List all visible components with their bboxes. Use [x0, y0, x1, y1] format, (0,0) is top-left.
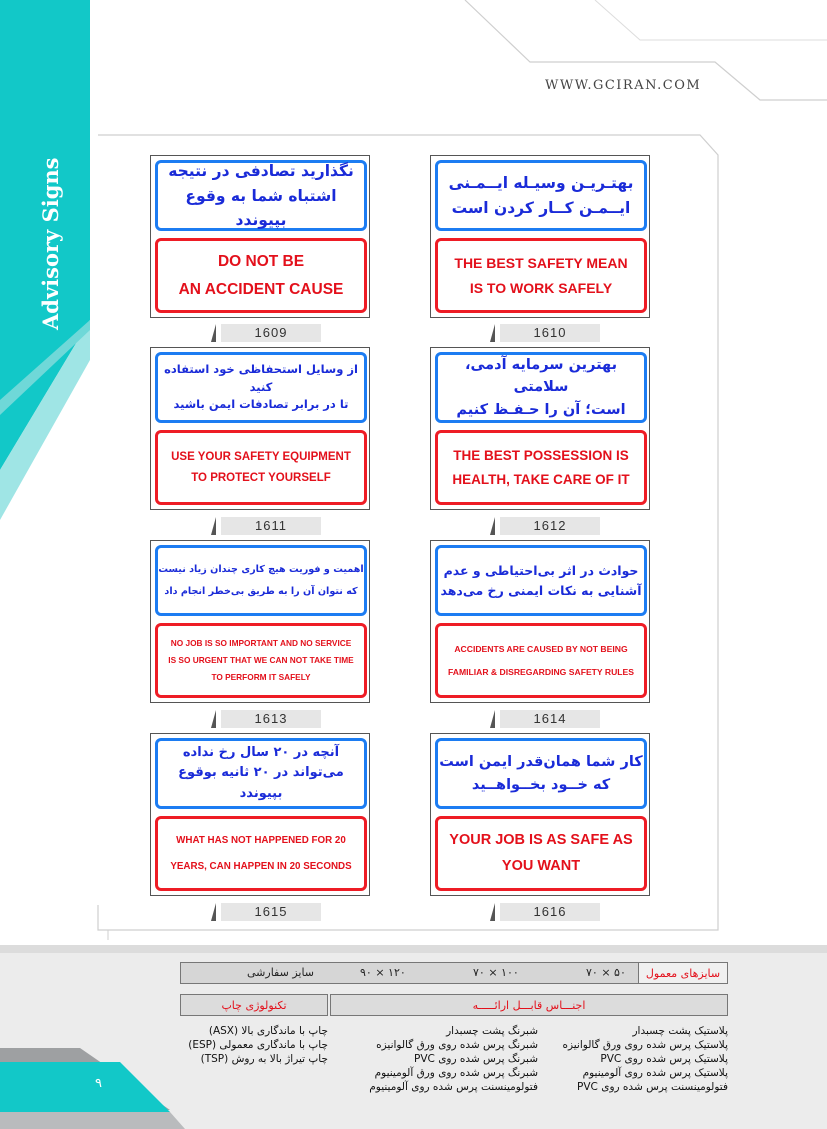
en-line: HEALTH, TAKE CARE OF IT: [452, 471, 630, 487]
tech-list: [180, 1024, 328, 1066]
tech-header: تکنولوژی چاپ: [180, 994, 328, 1016]
fa-line: اشتباه شما به وقوع بپیوندد: [185, 186, 337, 229]
sizes-label: سایزهای معمول: [638, 962, 728, 984]
sign-1613: [150, 540, 370, 703]
sign-1611: [150, 347, 370, 510]
sign-fa-text: [155, 160, 367, 231]
sign-1615: [150, 733, 370, 896]
sign-en-text: [435, 238, 647, 313]
en-line: ACCIDENTS ARE CAUSED BY NOT BEING: [454, 644, 628, 655]
en-line: AN ACCIDENT CAUSE: [178, 280, 344, 298]
list-item: فتولومینسنت پرس شده روی PVC: [577, 1081, 728, 1093]
sign-fa-text: [435, 160, 647, 231]
sign-code-1614: 1614: [500, 710, 600, 728]
fa-line: آنچه در ۲۰ سال رخ نداده: [182, 745, 340, 761]
sign-fa-text: [155, 352, 367, 423]
en-line: IS SO URGENT THAT WE CAN NOT TAKE TIME: [168, 655, 354, 665]
materials-list-reflective: [338, 1024, 538, 1094]
side-title: Advisory Signs: [38, 157, 63, 330]
en-line: THE BEST SAFETY MEAN: [454, 255, 628, 271]
sign-en-text: [435, 430, 647, 505]
fa-line: اهمیت و فوریت هیچ کاری چندان زیاد نیست: [158, 564, 364, 576]
en-line: DO NOT BE: [217, 253, 305, 271]
size-option-3: ۱۲۰ × ۹۰: [360, 966, 406, 979]
sign-1614: [430, 540, 650, 703]
list-item: پلاستیک پرس شده روی ورق گالوانیزه: [562, 1039, 728, 1051]
fa-line: می‌تواند در ۲۰ ثانیه بوقوع بپیوندد: [178, 765, 344, 801]
en-line: IS TO WORK SAFELY: [469, 279, 613, 296]
list-item: پلاستیک پشت چسبدار: [632, 1025, 728, 1037]
sign-en-text: [435, 623, 647, 698]
fa-line: از وسایل استحفاظی خود استفاده کنید: [164, 361, 358, 394]
website-url[interactable]: WWW.GCIRAN.COM: [545, 78, 702, 93]
size-option-2: ۱۰۰ × ۷۰: [473, 966, 519, 979]
sign-code-1616: 1616: [500, 903, 600, 921]
list-item: شبرنگ پشت چسبدار: [446, 1025, 538, 1037]
fa-line: تا در برابر تصادفات ایمن باشید: [173, 397, 349, 412]
en-line: NO JOB IS SO IMPORTANT AND NO SERVICE: [170, 638, 352, 648]
sign-1616: [430, 733, 650, 896]
list-item: چاپ با ماندگاری بالا (ASX): [208, 1025, 328, 1037]
sign-code-1611: 1611: [221, 517, 321, 535]
fa-line: ایــمـن کــار کردن است: [451, 198, 631, 217]
fa-line: است؛ آن را حـفـظ کنیم: [456, 401, 626, 418]
code-marker: [490, 903, 495, 921]
list-item: چاپ تیراژ بالا به روش (TSP): [200, 1053, 328, 1065]
code-marker: [211, 903, 216, 921]
list-item: شبرنگ پرس شده روی ورق گالوانیزه: [376, 1039, 538, 1051]
sign-fa-text: [435, 352, 647, 423]
materials-list-plastic: [548, 1024, 728, 1094]
en-line: YEARS, CAN HAPPEN IN 20 SECONDS: [170, 860, 352, 872]
en-line: YOU WANT: [501, 857, 581, 874]
fa-line: که نتوان آن را به طریق بی‌خطر انجام داد: [164, 585, 358, 597]
fa-line: بهتـریـن وسیـله ایــمـنی: [448, 174, 634, 193]
code-marker: [490, 710, 495, 728]
fa-line: کار شما همان‌قدر ایمن است: [439, 754, 643, 771]
en-line: FAMILIAR & DISREGARDING SAFETY RULES: [447, 666, 635, 677]
list-item: شبرنگ پرس شده روی ورق آلومینیوم: [374, 1067, 538, 1079]
page-number: ۹: [95, 1076, 102, 1091]
fa-line: که خــود بخــواهــید: [471, 776, 611, 793]
fa-line: بهترین سرمایه آدمی، سلامتی: [464, 356, 618, 396]
sign-code-1610: 1610: [500, 324, 600, 342]
sign-fa-text: [435, 738, 647, 809]
size-option-1: ۵۰ × ۷۰: [586, 966, 626, 979]
en-line: THE BEST POSSESSION IS: [453, 447, 629, 463]
sign-code-1609: 1609: [221, 324, 321, 342]
sign-en-text: [155, 430, 367, 505]
sign-en-text: [155, 238, 367, 313]
code-marker: [211, 710, 216, 728]
sign-fa-text: [435, 545, 647, 616]
fa-line: آشنایی به نکات ایمنی رخ می‌دهد: [440, 582, 642, 598]
fa-line: نگذارید تصادفی در نتیجه: [168, 162, 354, 181]
sign-fa-text: [155, 738, 367, 809]
en-line: TO PROTECT YOURSELF: [191, 471, 331, 484]
list-item: فتولومینسنت پرس شده روی آلومینیوم: [369, 1081, 538, 1093]
list-item: پلاستیک پرس شده روی PVC: [600, 1053, 728, 1065]
en-line: USE YOUR SAFETY EQUIPMENT: [171, 451, 351, 464]
code-marker: [490, 324, 495, 342]
sign-en-text: [155, 816, 367, 891]
sign-1612: [430, 347, 650, 510]
size-custom: سایز سفارشی: [247, 966, 315, 979]
sign-fa-text: [155, 545, 367, 616]
sign-en-text: [155, 623, 367, 698]
code-marker: [211, 517, 216, 535]
list-item: پلاستیک پرس شده روی آلومینیوم: [582, 1067, 728, 1079]
sign-en-text: [435, 816, 647, 891]
list-item: شبرنگ پرس شده روی PVC: [414, 1053, 538, 1065]
code-marker: [211, 324, 216, 342]
sign-code-1612: 1612: [500, 517, 600, 535]
sign-1610: [430, 155, 650, 318]
fa-line: حوادث در اثر بی‌احتیاطی و عدم: [443, 563, 639, 579]
code-marker: [490, 517, 495, 535]
sign-code-1615: 1615: [221, 903, 321, 921]
sign-code-1613: 1613: [221, 710, 321, 728]
en-line: WHAT HAS NOT HAPPENED FOR 20: [176, 835, 346, 847]
sign-1609: [150, 155, 370, 318]
list-item: چاپ با ماندگاری معمولی (ESP): [188, 1039, 328, 1051]
materials-header: اجنـــاس قابـــل ارائـــــه: [330, 994, 728, 1016]
en-line: YOUR JOB IS AS SAFE AS: [449, 832, 633, 849]
en-line: TO PERFORM IT SAFELY: [211, 672, 311, 682]
